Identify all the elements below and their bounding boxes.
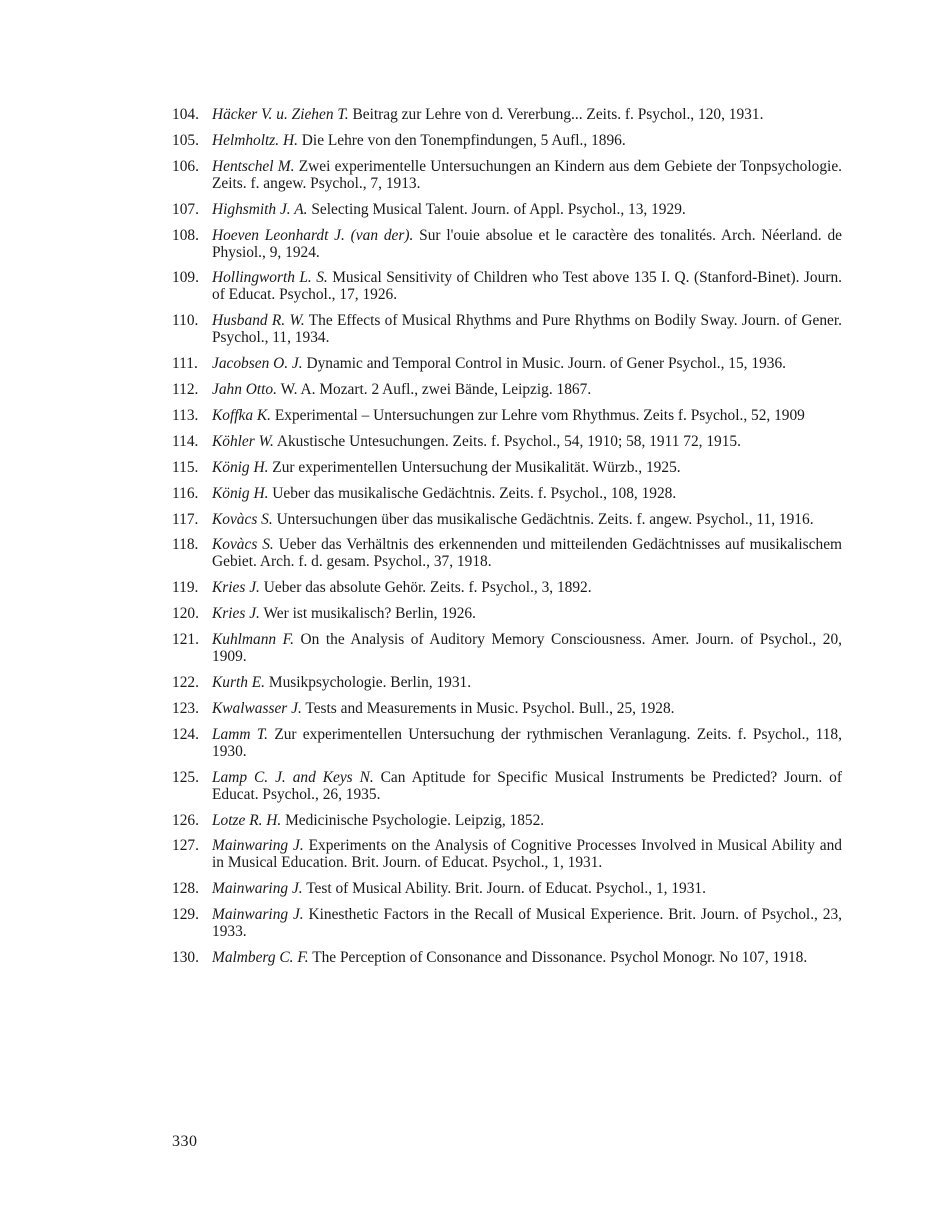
reference-text: Musikpsychologie. Berlin, 1931. [268,674,472,692]
reference-number: 108. [172,226,199,244]
reference-text: Zur experimentellen Untersuchung der rythmischen Veranlagung. Zeits. f. Psychol., 118, 1930. [212,725,842,760]
reference-author: Mainwaring J. [212,837,304,855]
reference-text: Experiments on the Analysis of Cognitive Processes Involved in Musical Ability and in Musical Education. Brit. Journ. of Educat. Psychol., 1, 1931. [212,837,843,872]
reference-text: Dynamic and Temporal Control in Music. Journ. of Gener Psychol., 15, 1936. [306,355,786,373]
reference-author: Helmholtz. H. [212,131,298,149]
reference-number: 114. [172,432,199,450]
reference-number: 121. [172,631,199,649]
reference-author: Malmberg C. F. [212,949,309,967]
reference-author: Mainwaring J. [212,906,304,924]
reference-entry [172,812,842,829]
reference-number: 109. [172,269,199,287]
reference-number: 110. [172,312,199,330]
reference-number: 127. [172,837,199,855]
reference-entry [172,433,842,450]
reference-text: Kinesthetic Factors in the Recall of Musical Experience. Brit. Journ. of Psychol., 23, 1933. [212,906,842,941]
reference-text: Ueber das Verhältnis des erkennenden und mitteilenden Gedächtnisses auf musikalischem Gebiet. Arch. f. d. gesam. Psychol., 37, 1918. [212,536,842,571]
reference-author: Jahn Otto. [212,381,277,399]
reference-number: 116. [172,484,199,502]
reference-text: Musical Sensitivity of Children who Test above 135 I. Q. (Stanford-Binet). Journ. of Educat. Psychol., 17, 1926. [212,269,842,304]
reference-entry [172,355,842,372]
reference-text: The Effects of Musical Rhythms and Pure Rhythms on Bodily Sway. Journ. of Gener. Psychol., 11, 1934. [212,312,842,347]
reference-entry [172,227,842,261]
reference-text: Akustische Untesuchungen. Zeits. f. Psychol., 54, 1910; 58, 1911 72, 1915. [276,432,741,450]
reference-text: Selecting Musical Talent. Journ. of Appl. Psychol., 13, 1929. [311,200,686,218]
reference-text: The Perception of Consonance and Dissonance. Psychol Monogr. No 107, 1918. [312,949,808,967]
reference-text: Die Lehre von den Tonempfindungen, 5 Aufl., 1896. [301,131,626,149]
reference-author: Kurth E. [212,674,266,692]
reference-entry [172,485,842,502]
reference-number: 112. [172,381,199,399]
reference-entry [172,906,842,940]
reference-author: Hollingworth L. S. [212,269,328,287]
reference-entry [172,631,842,665]
reference-entry [172,132,842,149]
reference-entry [172,459,842,476]
reference-author: Häcker V. u. Ziehen T. [212,106,349,123]
reference-entry [172,579,842,596]
reference-author: Köhler W. [212,432,274,450]
reference-entry [172,880,842,897]
reference-author: Hentschel M. [212,157,295,175]
reference-number: 113. [172,407,199,425]
reference-text: Ueber das absolute Gehör. Zeits. f. Psychol., 3, 1892. [263,579,592,597]
reference-number: 106. [172,157,199,175]
reference-entry [172,511,842,528]
reference-author: Kries J. [212,605,260,623]
reference-author: König H. [212,484,269,502]
reference-number: 105. [172,131,199,149]
reference-entry [172,381,842,398]
reference-text: Zur experimentellen Untersuchung der Musikalität. Würzb., 1925. [272,458,681,476]
reference-author: Husband R. W. [212,312,305,330]
reference-text: On the Analysis of Auditory Memory Consciousness. Amer. Journ. of Psychol., 20, 1909. [212,631,842,666]
reference-number: 107. [172,200,199,218]
reference-author: Jacobsen O. J. [212,355,303,373]
reference-author: Kovàcs S. [212,536,274,554]
page-number: 330 [172,1133,198,1150]
reference-entry [172,726,842,760]
reference-entry [172,769,842,803]
reference-text: W. A. Mozart. 2 Aufl., zwei Bände, Leipzig. 1867. [280,381,592,399]
reference-author: Mainwaring J. [212,880,303,898]
reference-number: 118. [172,536,199,554]
reference-author: Hoeven Leonhardt J. (van der). [212,226,414,244]
reference-author: Koffka K. [212,407,271,425]
reference-number: 126. [172,811,199,829]
reference-entry [172,949,842,966]
reference-entry [172,536,842,570]
reference-text: Tests and Measurements in Music. Psychol. Bull., 25, 1928. [305,699,675,717]
reference-entry [172,269,842,303]
reference-number: 123. [172,699,199,717]
reference-text: Experimental – Untersuchungen zur Lehre vom Rhythmus. Zeits f. Psychol., 52, 1909 [274,407,805,425]
reference-entry [172,201,842,218]
reference-text: Test of Musical Ability. Brit. Journ. of Educat. Psychol., 1, 1931. [306,880,706,898]
reference-number: 125. [172,768,199,786]
reference-text: Beitrag zur Lehre von d. Vererbung... Zeits. f. Psychol., 120, 1931. [352,106,764,123]
reference-text: Ueber das musikalische Gedächtnis. Zeits. f. Psychol., 108, 1928. [272,484,677,502]
reference-text: Untersuchungen über das musikalische Gedächtnis. Zeits. f. angew. Psychol., 11, 1916. [276,510,814,528]
reference-entry [172,700,842,717]
reference-entry [172,312,842,346]
reference-number: 130. [172,949,199,967]
reference-text: Sur l'ouie absolue et le caractère des tonalités. Arch. Néerland. de Physiol., 9, 1924. [212,226,842,261]
reference-number: 120. [172,605,199,623]
reference-author: König H. [212,458,269,476]
reference-entry [172,605,842,622]
reference-list [172,106,842,975]
reference-text: Zwei experimentelle Untersuchungen an Kindern aus dem Gebiete der Tonpsychologie. Zeits. f. angew. Psychol., 7, 1913. [212,157,842,192]
reference-entry [172,158,842,192]
reference-author: Kries J. [212,579,260,597]
reference-author: Lotze R. H. [212,811,282,829]
reference-number: 111. [172,355,198,373]
reference-author: Kwalwasser J. [212,699,302,717]
reference-author: Kuhlmann F. [212,631,294,649]
reference-number: 124. [172,725,199,743]
reference-entry [172,837,842,871]
reference-author: Highsmith J. A. [212,200,308,218]
reference-author: Kovàcs S. [212,510,273,528]
reference-number: 119. [172,579,199,597]
reference-number: 117. [172,510,199,528]
reference-number: 104. [172,106,199,123]
reference-author: Lamp C. J. and Keys N. [212,768,374,786]
reference-number: 128. [172,880,199,898]
reference-text: Wer ist musikalisch? Berlin, 1926. [263,605,476,623]
reference-number: 122. [172,674,199,692]
reference-entry [172,407,842,424]
reference-number: 115. [172,458,199,476]
reference-entry [172,106,842,123]
reference-author: Lamm T. [212,725,269,743]
reference-entry [172,674,842,691]
reference-number: 129. [172,906,199,924]
reference-text: Medicinische Psychologie. Leipzig, 1852. [285,811,545,829]
reference-text: Can Aptitude for Specific Musical Instruments be Predicted? Journ. of Educat. Psychol., 26, 1935. [212,768,842,803]
